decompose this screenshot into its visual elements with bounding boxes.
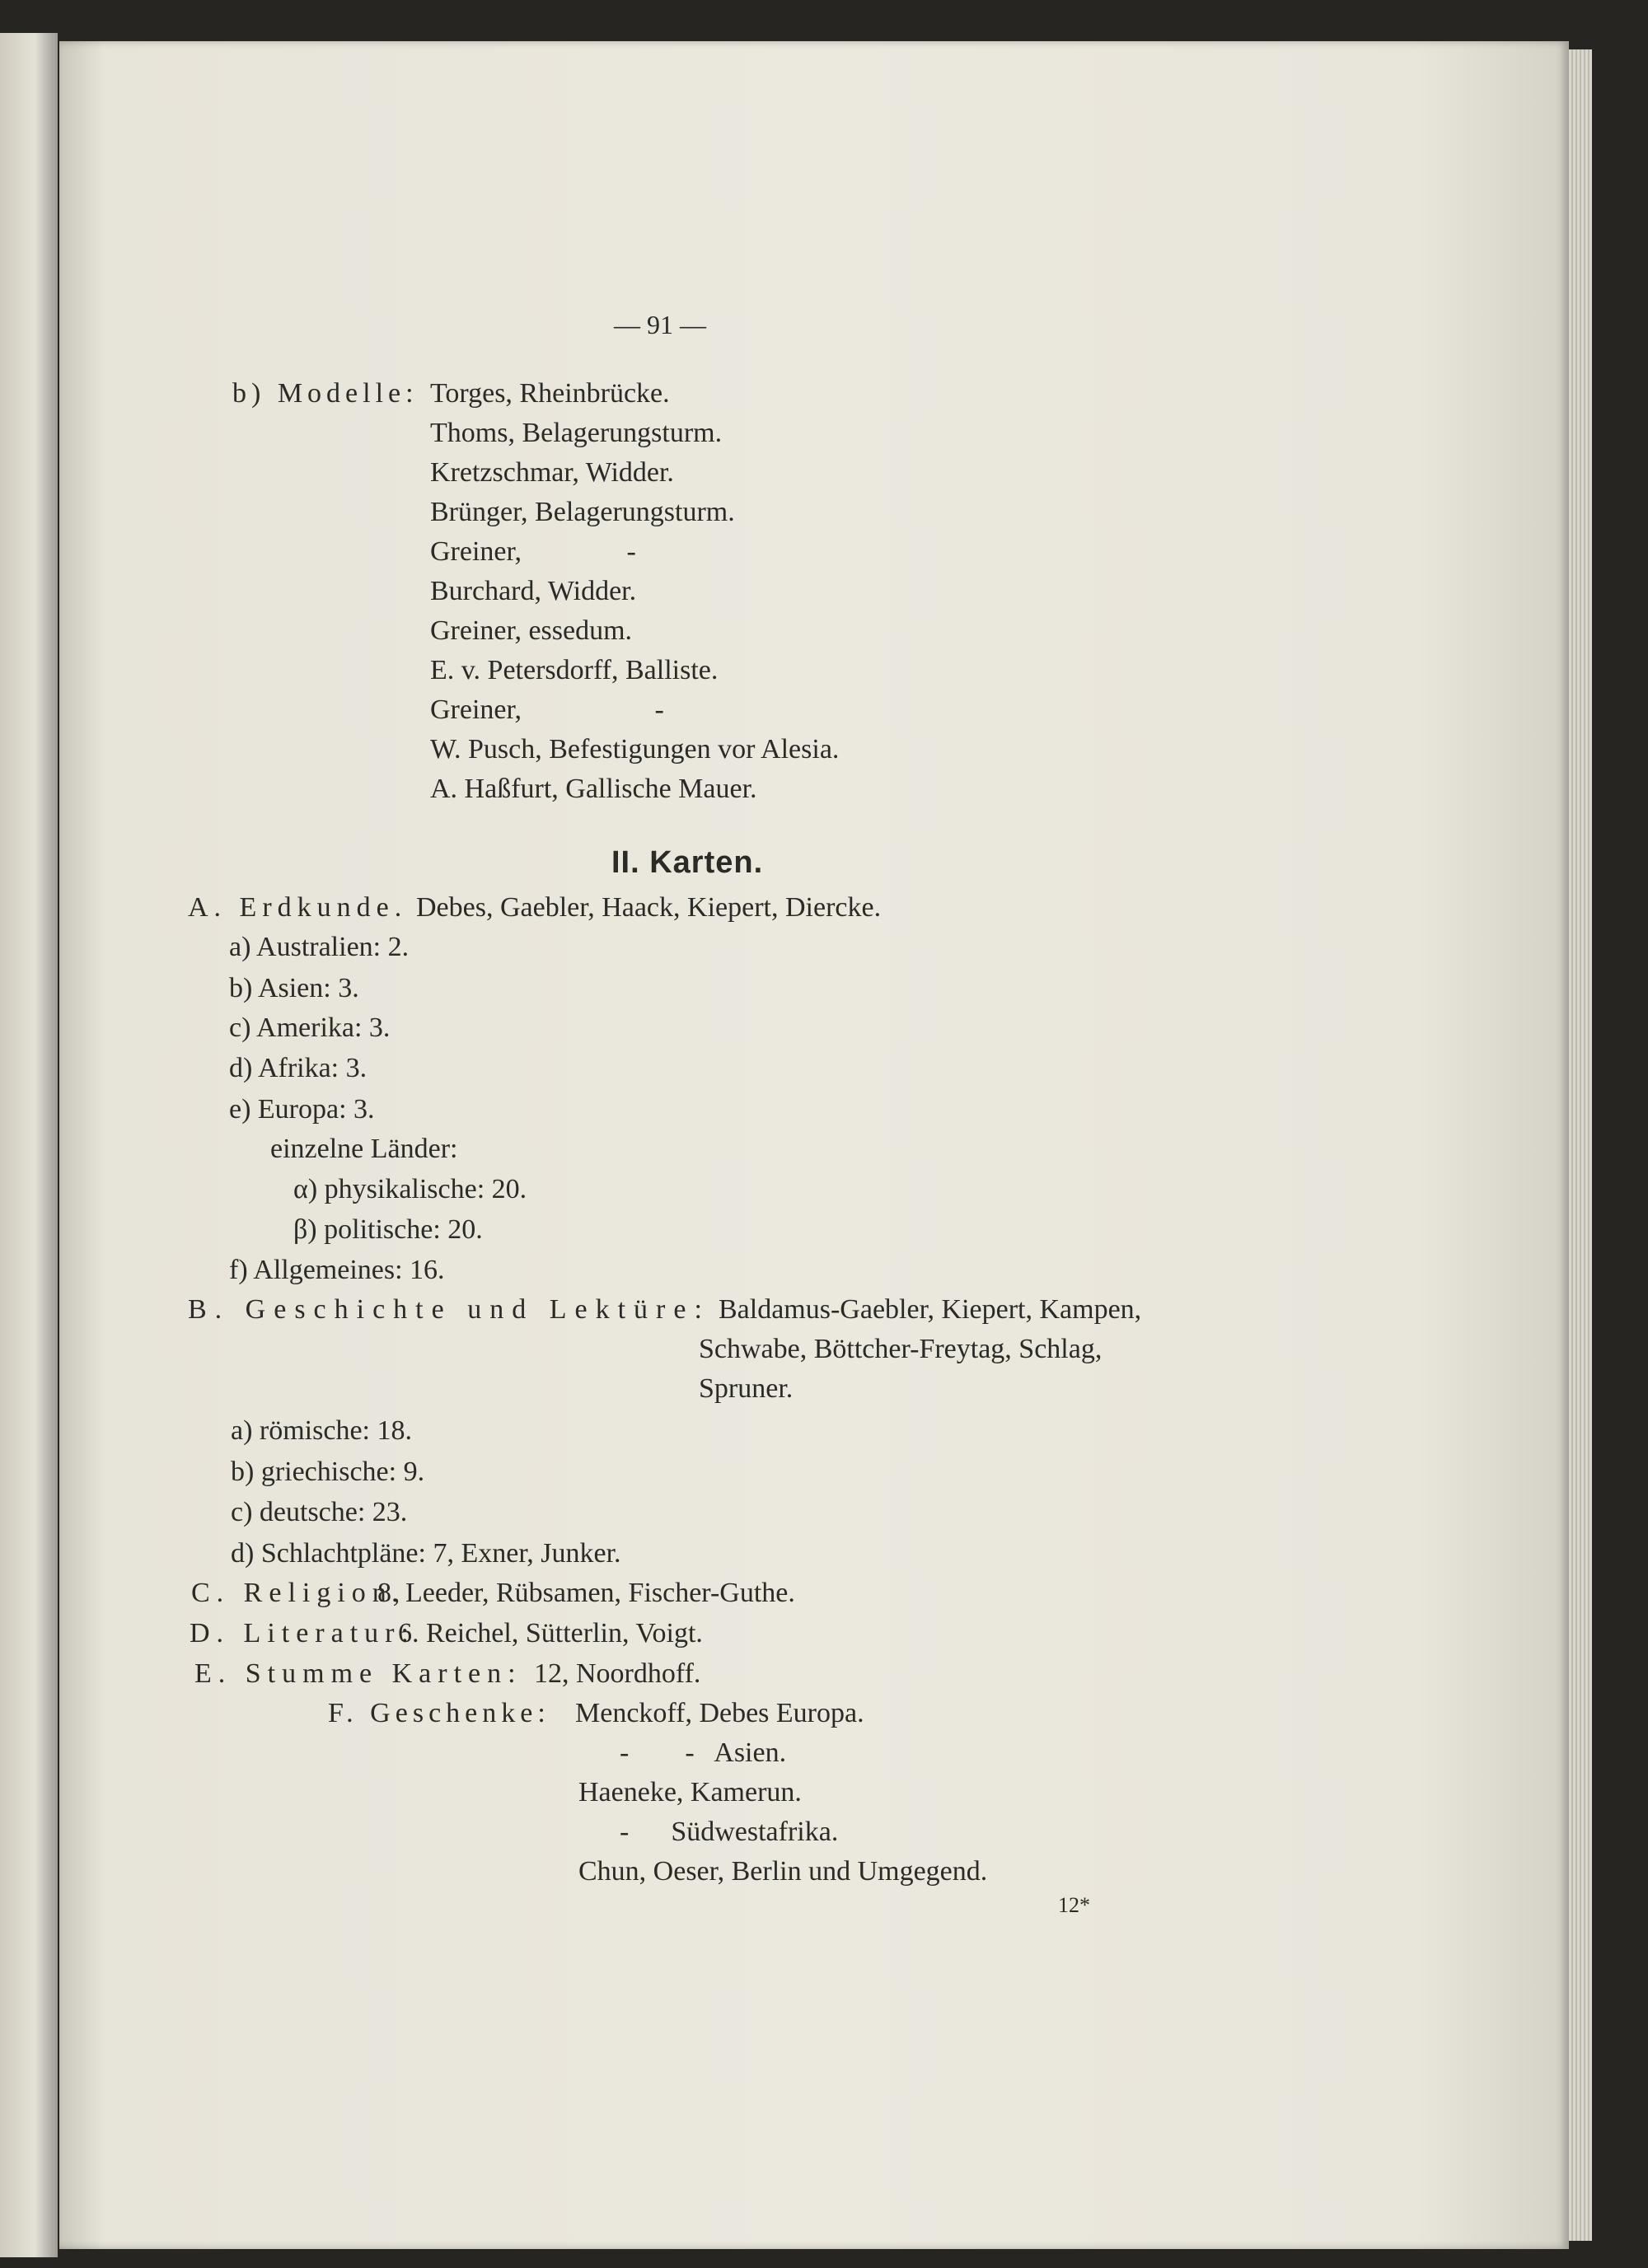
geschenke-label: F. Geschenke: [328,1698,550,1728]
list-item: b) griechische: 9. [231,1457,425,1487]
list-item: c) Amerika: 3. [229,1012,391,1043]
list-item: d) Afrika: 3. [229,1053,368,1083]
list-item: Torges, Rheinbrücke. [430,378,670,409]
list-item: f) Allgemeines: 16. [229,1255,445,1285]
list-item: e) Europa: 3. [229,1094,375,1125]
list-item: Greiner, - [430,694,664,725]
religion-label: C. Religion, [191,1578,407,1608]
list-item: - - Asien. [620,1737,787,1768]
list-item: Brünger, Belagerungsturm. [430,497,735,527]
list-item: α) physikalische: 20. [293,1174,527,1204]
list-item: Greiner, essedum. [430,615,633,646]
list-item: Greiner, - [430,536,636,567]
list-item: Haeneke, Kamerun. [578,1777,802,1807]
geschichte-label: B. Geschichte und Lektüre: [188,1294,710,1325]
list-item: a) römische: 18. [231,1415,412,1446]
modelle-label: b) Modelle: [232,378,419,409]
list-item: c) deutsche: 23. [231,1497,408,1527]
geschichte-sources: Baldamus-Gaebler, Kiepert, Kampen, [719,1294,1142,1325]
list-item: Chun, Oeser, Berlin und Umgegend. [578,1856,988,1887]
list-item: E. v. Petersdorff, Balliste. [430,655,719,685]
list-item: Burchard, Widder. [430,576,637,606]
religion-rest: 8. Leeder, Rübsamen, Fischer-Guthe. [377,1578,795,1608]
literatur-label: D. Literatur: [190,1618,415,1648]
list-item: d) Schlachtpläne: 7, Exner, Junker. [231,1538,621,1569]
page-number: — 91 — [614,310,706,339]
geschichte-sources: Schwabe, Böttcher-Freytag, Schlag, [699,1334,1103,1364]
list-item: W. Pusch, Befestigungen vor Alesia. [430,734,840,765]
stumme-rest: 12, Noordhoff. [534,1658,701,1689]
list-item: A. Haßfurt, Gallische Mauer. [430,774,757,804]
list-item: β) politische: 20. [293,1214,483,1245]
list-item: Menckoff, Debes Europa. [575,1698,864,1728]
stumme-label: E. Stumme Karten: [194,1658,522,1689]
list-item: Kretzschmar, Widder. [430,457,674,488]
einzelne-laender: einzelne Länder: [270,1134,458,1164]
list-item: a) Australien: 2. [229,932,410,962]
erdkunde-label: A. Erdkunde. [188,892,408,923]
geschichte-sources: Spruner. [699,1373,794,1404]
section-heading: II. Karten. [611,845,764,880]
erdkunde-sources: Debes, Gaebler, Haack, Kiepert, Diercke. [416,892,882,923]
literatur-rest: 6. Reichel, Sütterlin, Voigt. [398,1618,703,1648]
page-edge [1569,49,1592,2241]
list-item: - Südwestafrika. [620,1817,839,1847]
list-item: Thoms, Belagerungsturm. [430,418,723,448]
list-item: b) Asien: 3. [229,973,359,1003]
left-page-edge [0,33,58,2257]
signature-mark: 12* [1058,1893,1090,1917]
